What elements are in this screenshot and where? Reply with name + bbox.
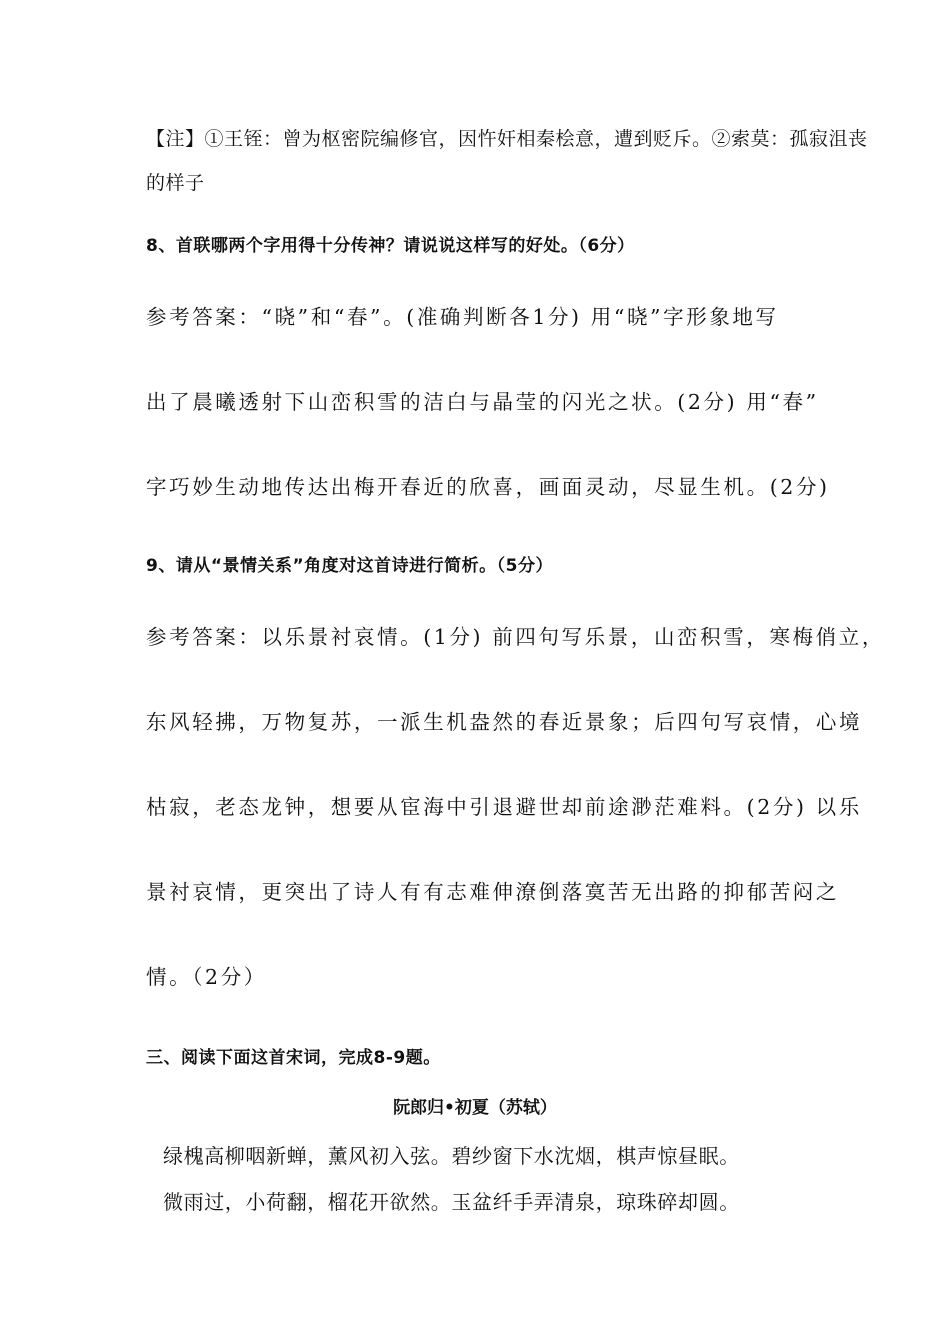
- note-line-2: 的样子: [146, 172, 205, 194]
- poem-line-2: 微雨过，小荷翻，榴花开欲然。玉盆纤手弄清泉，琼珠碎却圆。: [163, 1190, 740, 1214]
- q9-answer-line-3: 枯寂，老态龙钟，想要从宦海中引退避世却前途渺茫难料。(2分) 以乐: [146, 795, 862, 819]
- q9-answer-line-2: 东风轻拂，万物复苏，一派生机盎然的春近景象；后四句写哀情，心境: [146, 710, 863, 734]
- q9-answer-line-1: 参考答案：以乐景衬哀情。(1分) 前四句写乐景，山峦积雪，寒梅俏立，: [146, 625, 885, 649]
- q9-answer-line-5: 情。（2分）: [146, 965, 267, 989]
- poem-title: 阮郎归•初夏（苏轼）: [393, 1098, 557, 1118]
- q8-answer-line-3: 字巧妙生动地传达出梅开春近的欣喜，画面灵动，尽显生机。(2分): [146, 475, 830, 499]
- poem-line-1: 绿槐高柳咽新蝉，薰风初入弦。碧纱窗下水沈烟，棋声惊昼眠。: [163, 1144, 740, 1168]
- q8-answer-line-1: 参考答案：“晓”和“春”。(准确判断各1分) 用“晓”字形象地写: [146, 305, 779, 329]
- q9-answer-line-4: 景衬哀情，更突出了诗人有有志难伸潦倒落寞苦无出路的抑郁苦闷之: [146, 880, 839, 904]
- question-9: 9、请从“景情关系”角度对这首诗进行简析。（5分）: [146, 556, 554, 576]
- question-8: 8、首联哪两个字用得十分传神？请说说这样写的好处。（6分）: [146, 236, 635, 256]
- note-line-1: 【注】①王铚：曾为枢密院编修官，因忤奸相秦桧意，遭到贬斥。②索莫：孤寂沮丧: [146, 128, 868, 150]
- section-3-heading: 三、阅读下面这首宋词，完成8-9题。: [146, 1048, 441, 1068]
- q8-answer-line-2: 出了晨曦透射下山峦积雪的洁白与晶莹的闪光之状。(2分) 用“春”: [146, 390, 819, 414]
